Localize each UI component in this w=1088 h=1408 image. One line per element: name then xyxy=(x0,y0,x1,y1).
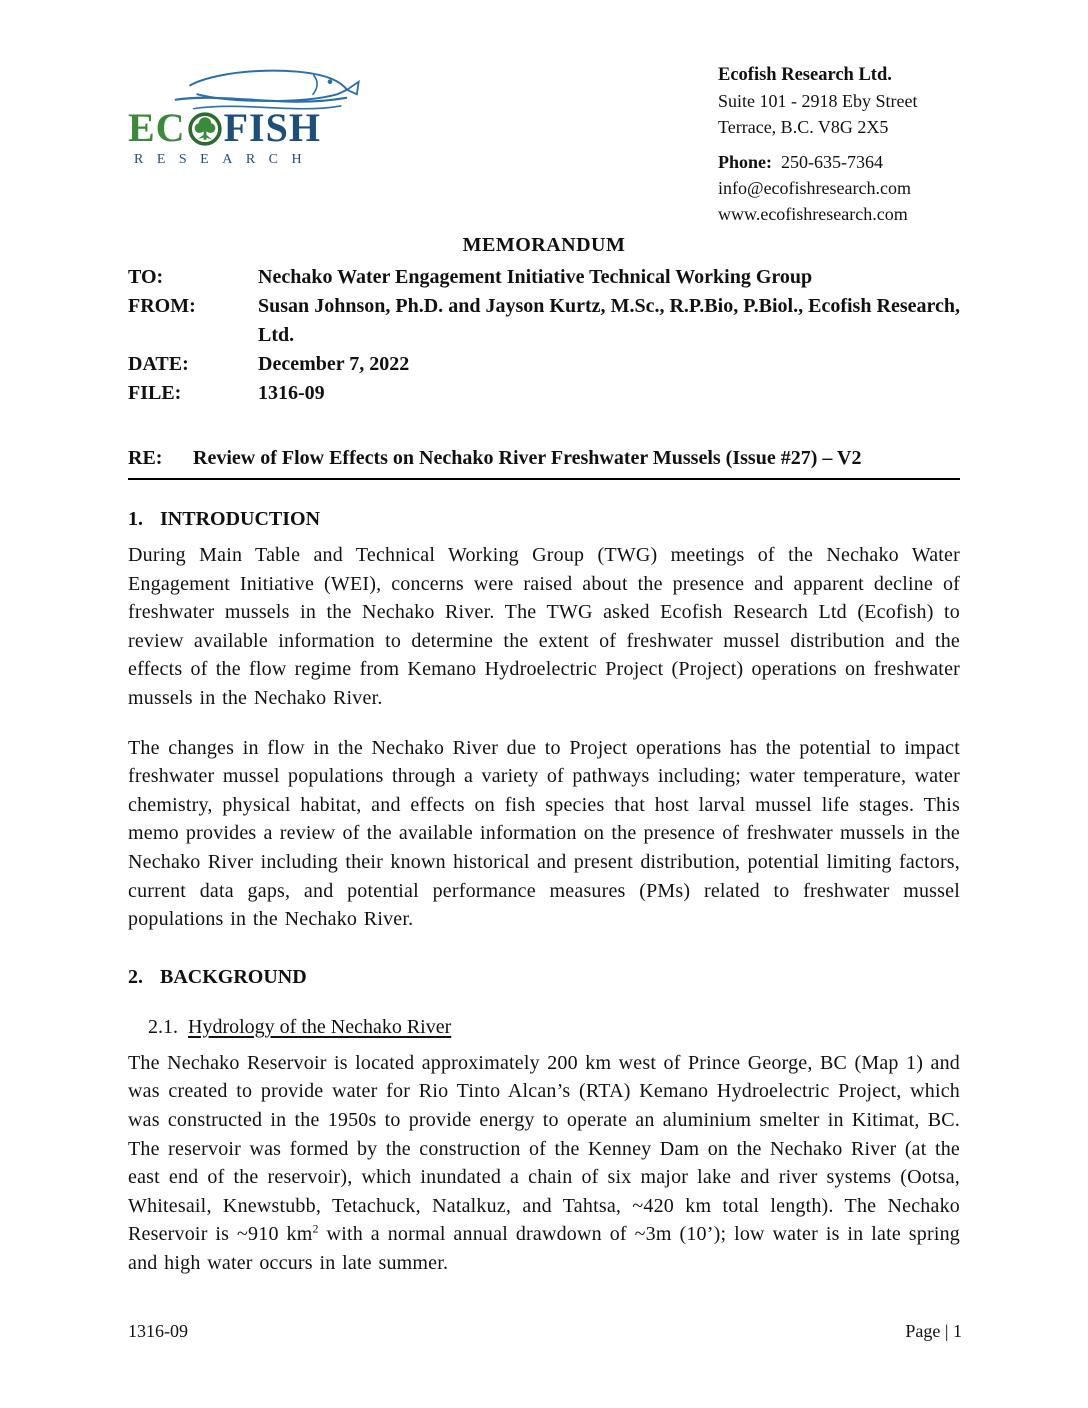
logo-wordmark xyxy=(128,105,408,150)
phone-number: 250-635-7364 xyxy=(781,152,883,172)
field-label-file: FILE: xyxy=(128,382,182,404)
section-1-title: INTRODUCTION xyxy=(160,508,321,530)
logo-research-text: RESEARCH xyxy=(134,152,316,167)
field-label-to: TO: xyxy=(128,266,164,288)
footer-file-number: 1316-09 xyxy=(128,1321,188,1341)
memo-field-from xyxy=(128,292,960,350)
re-label: RE: xyxy=(128,447,163,469)
km-squared-superscript: 2 xyxy=(312,1221,319,1236)
subsection-2-1-title: Hydrology of the Nechako River xyxy=(188,1015,452,1038)
field-value-from: Susan Johnson, Ph.D. and Jayson Kurtz, M.Sc., R.P.Bio, P.Biol., Ecofish Research, Ltd. xyxy=(258,295,960,346)
background-paragraph-text-end: with a normal annual drawdown of ~3m (10’); low water is in late spring and high water occurs in late summer. xyxy=(128,1223,960,1274)
ecofish-logo xyxy=(128,58,408,168)
field-label-from: FROM: xyxy=(128,295,196,317)
company-name: Ecofish Research Ltd. xyxy=(718,65,892,85)
logo-fish-text: FISH xyxy=(223,105,321,150)
contact-block xyxy=(718,58,960,227)
intro-paragraph-2: The changes in flow in the Nechako River due to Project operations has the potential to impact freshwater mussel populations through a variety of pathways including; water temperature, water chemistry, physical habitat, and effects on fish species that host larval mussel life stages. This memo provides a review of the available information on the presence of freshwater mussels in the Nechako River including their known historical and present distribution, potential limiting factors, current data gaps, and potential performance measures (PMs) related to freshwater mussel populations in the Nechako River. xyxy=(128,736,960,931)
field-value-date: December 7, 2022 xyxy=(258,353,410,375)
memo-field-to xyxy=(128,263,960,292)
memo-field-file xyxy=(128,379,960,408)
email-address: info@ecofishresearch.com xyxy=(718,178,911,198)
fish-eye xyxy=(328,79,333,84)
page-header xyxy=(128,58,960,227)
tree-in-circle-icon xyxy=(187,111,223,147)
re-subject: Review of Flow Effects on Nechako River Freshwater Mussels (Issue #27) – V2 xyxy=(193,447,862,469)
website-url: www.ecofishresearch.com xyxy=(718,204,908,224)
logo-eco-text: EC xyxy=(128,105,186,150)
subsection-2-1-number: 2.1. xyxy=(148,1015,178,1038)
address-line-2: Terrace, B.C. V8G 2X5 xyxy=(718,117,889,137)
address-line-1: Suite 101 - 2918 Eby Street xyxy=(718,91,918,111)
section-2-title: BACKGROUND xyxy=(160,965,307,988)
section-1-heading xyxy=(128,506,960,532)
phone-label: Phone: xyxy=(718,152,772,172)
field-value-to: Nechako Water Engagement Initiative Technical Working Group xyxy=(258,266,813,288)
section-2-heading xyxy=(128,964,960,990)
background-paragraph-text: The Nechako Reservoir is located approximately 200 km west of Prince George, BC (Map 1) and was created to provide water for Rio Tinto Alcan’s (RTA) Kemano Hydroelectric Project, which was constructed in the 1950s to provide energy to operate an aluminium smelter in Kitimat, BC. The reservoir was formed by the construction of the Kenney Dam on the Nechako River (at the east end of the reservoir), which inundated a chain of six major lake and river systems (Ootsa, Whitesail, Knewstubb, Tetachuck, Natalkuz, and Tahtsa, ~420 km total length). The Nechako Reservoir is ~910 km xyxy=(128,1051,960,1246)
field-value-file: 1316-09 xyxy=(258,382,325,404)
section-2-number: 2. xyxy=(128,965,143,988)
phone-row xyxy=(718,149,960,175)
intro-paragraph-1: During Main Table and Technical Working Group (TWG) meetings of the Nechako Water Engagement Initiative (WEI), concerns were raised about the presence and apparent decline of freshwater mussels in the Nechako River. The TWG asked Ecofish Research Ltd (Ecofish) to review available information to determine the extent of freshwater mussel distribution and the effects of the flow regime from Kemano Hydroelectric Project (Project) operations on freshwater mussels in the Nechako River. xyxy=(128,544,960,709)
footer-page-number: Page | 1 xyxy=(905,1321,962,1341)
memo-field-date xyxy=(128,350,960,379)
field-label-date: DATE: xyxy=(128,353,189,375)
page-footer xyxy=(128,1321,962,1342)
memo-title: MEMORANDUM xyxy=(462,234,626,256)
memo-fields xyxy=(128,263,960,408)
subsection-2-1-heading xyxy=(148,1014,960,1040)
memo-re-line xyxy=(128,445,960,480)
background-paragraph-1 xyxy=(128,1049,960,1278)
section-1-number: 1. xyxy=(128,508,143,530)
